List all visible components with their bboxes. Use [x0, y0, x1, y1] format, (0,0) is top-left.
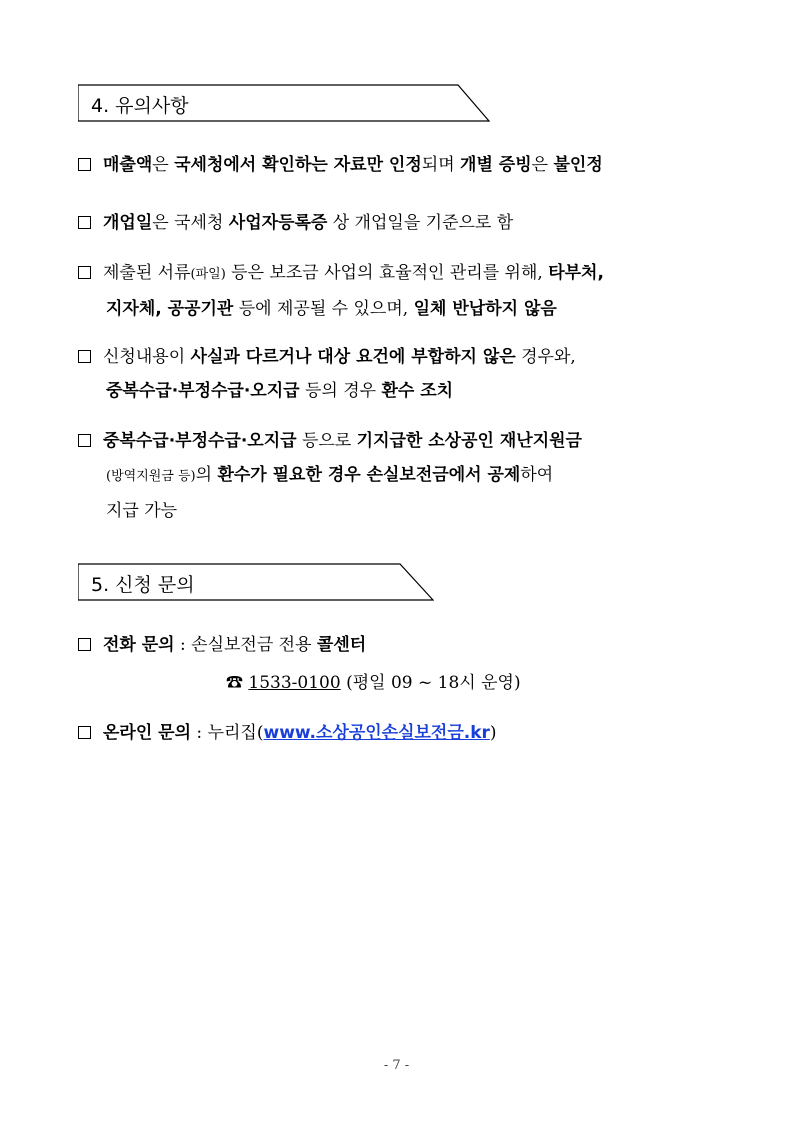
online-inquiry-item: [78, 716, 718, 750]
checkbox-icon: [78, 638, 91, 651]
body-text: (파일): [190, 267, 226, 282]
notice-item: [78, 148, 718, 182]
notice-line: [78, 494, 718, 528]
notice-line: [78, 374, 718, 408]
bold-text: 매출액: [103, 155, 153, 175]
notice-line: [78, 206, 718, 240]
bold-text: 환수 조치: [381, 381, 454, 401]
bold-text: 불인정: [553, 155, 603, 175]
bold-text: 중복수급·부정수급·오지급: [106, 381, 300, 401]
phone-inquiry-label: 전화 문의: [103, 635, 175, 655]
body-text: 제출된 서류: [103, 263, 191, 283]
body-text: 등의 경우: [299, 381, 382, 401]
bold-text: 개업일: [103, 213, 153, 233]
page-number: - 7 -: [383, 1058, 410, 1073]
phone-inquiry-item: [78, 628, 718, 662]
body-text: 은 국세청: [152, 213, 229, 233]
notice-item: [78, 256, 718, 326]
body-text: 상 개업일을 기준으로 함: [327, 213, 514, 233]
telephone-icon: ☎: [226, 673, 243, 693]
checkbox-icon: [78, 158, 91, 171]
bold-text: 사실과 다르거나 대상 요건에 부합하지 않은: [190, 347, 516, 367]
section-4-header: [78, 84, 490, 122]
checkbox-icon: [78, 726, 91, 739]
body-text: 은: [152, 155, 175, 175]
bold-text: 환수가 필요한 경우 손실보전금에서 공제: [217, 465, 521, 485]
section-5-header: [78, 563, 434, 601]
notice-line: [78, 292, 718, 326]
call-center-label: 콜센터: [316, 635, 367, 655]
notice-line: [78, 256, 718, 292]
body-text: 신청내용이: [103, 347, 191, 367]
bold-text: 타부처,: [548, 263, 604, 283]
online-inquiry-label: 온라인 문의: [103, 723, 192, 743]
checkbox-icon: [78, 266, 91, 279]
body-text: 하여: [520, 465, 554, 485]
notice-line: [78, 340, 718, 374]
body-text: 되며: [421, 155, 461, 175]
phone-separator: :: [174, 635, 192, 655]
body-text: (방역지원금 등): [106, 469, 196, 484]
notice-line: [78, 424, 718, 458]
online-separator: :: [191, 723, 208, 743]
notice-item: [78, 340, 718, 408]
section-5-title: 5. 신청 문의: [91, 574, 195, 596]
phone-desc: 손실보전금 전용: [191, 635, 317, 655]
notice-item: [78, 424, 718, 528]
section-4-title: 4. 유의사항: [91, 95, 189, 117]
body-text: 등으로: [296, 431, 357, 451]
website-link[interactable]: www.소상공인손실보전금.kr: [263, 723, 490, 743]
bold-text: 기지급한 소상공인 재난지원금: [356, 431, 582, 451]
online-desc: 누리집(: [207, 723, 264, 743]
body-text: 경우와,: [515, 347, 576, 367]
bold-text: 중복수급·부정수급·오지급: [103, 431, 297, 451]
notice-item: [78, 206, 718, 240]
bold-text: 지자체, 공공기관: [106, 299, 234, 319]
checkbox-icon: [78, 216, 91, 229]
body-text: 등은 보조금 사업의 효율적인 관리를 위해,: [225, 263, 549, 283]
bold-text: 사업자등록증: [228, 213, 328, 233]
body-text: 지급 가능: [106, 501, 178, 521]
body-text: 은: [531, 155, 554, 175]
bold-text: 국세청에서 확인하는 자료만 인정: [174, 155, 422, 175]
online-close-paren: ): [489, 723, 497, 743]
body-text: 등에 제공될 수 있으며,: [233, 299, 414, 319]
body-text: 의: [195, 465, 218, 485]
checkbox-icon: [78, 350, 91, 363]
phone-hours: (평일 09 ~ 18시 운영): [340, 673, 521, 693]
notice-line: [78, 458, 718, 494]
bold-text: 개별 증빙: [460, 155, 532, 175]
checkbox-icon: [78, 434, 91, 447]
notice-line: [78, 148, 718, 182]
phone-number-line: [226, 668, 521, 693]
bold-text: 일체 반납하지 않음: [413, 299, 557, 319]
phone-number[interactable]: 1533-0100: [248, 673, 341, 693]
